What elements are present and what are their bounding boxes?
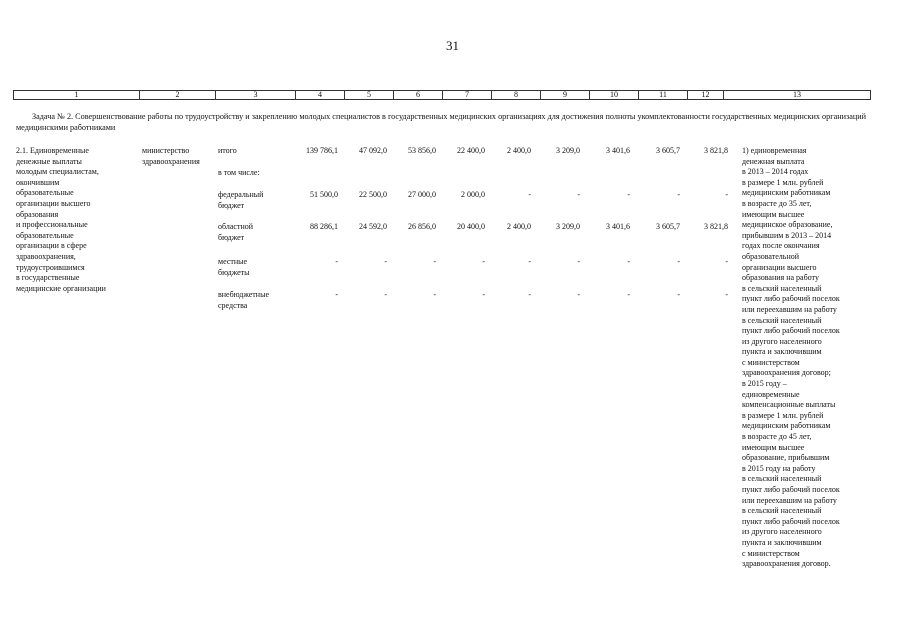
- header-col-9: 9: [541, 91, 590, 100]
- result-line: с министерством: [742, 357, 800, 367]
- measure-name-line: здравоохранения,: [16, 251, 76, 261]
- header-col-10: 10: [590, 91, 639, 100]
- measure-name-line: и профессиональные: [16, 220, 88, 230]
- value-cell: -: [433, 257, 436, 266]
- value-cell: -: [482, 290, 485, 299]
- measure-name-line: организации высшего: [16, 198, 91, 208]
- result-line: организации высшего: [742, 262, 817, 272]
- result-line: из другого населенного: [742, 527, 822, 537]
- value-cell: 3 401,6: [606, 222, 630, 231]
- result-line: в сельский населенный: [742, 474, 822, 484]
- measure-name-line: молодым специалистам,: [16, 167, 99, 177]
- result-line: денежная выплата: [742, 156, 805, 166]
- value-cell: 53 856,0: [408, 146, 436, 155]
- value-cell: 26 856,0: [408, 222, 436, 231]
- result-line: здравоохранения договор.: [742, 559, 831, 569]
- header-col-7: 7: [443, 91, 492, 100]
- source-label-line: в том числе:: [218, 168, 260, 177]
- value-cell: -: [677, 257, 680, 266]
- header-col-5: 5: [345, 91, 394, 100]
- source-label-line: бюджеты: [218, 267, 250, 277]
- source-label: [218, 190, 263, 211]
- value-cell: 20 400,0: [457, 222, 485, 231]
- value-cell: 22 400,0: [457, 146, 485, 155]
- result-line: пункта и заключившим: [742, 537, 822, 547]
- value-cell: -: [627, 257, 630, 266]
- result-line: имеющим высшее: [742, 442, 805, 452]
- value-cell: 27 000,0: [408, 190, 436, 199]
- result-line: в 2013 – 2014 годах: [742, 167, 809, 177]
- measure-name-line: медицинские организации: [16, 283, 106, 293]
- value-cell: 2 400,0: [507, 222, 531, 231]
- result-line: в сельский населенный: [742, 283, 822, 293]
- source-label-line: бюджет: [218, 200, 245, 210]
- value-cell: 3 209,0: [556, 146, 580, 155]
- source-label-line: бюджет: [218, 232, 245, 242]
- value-cell: -: [433, 290, 436, 299]
- result-line: образовательной: [742, 251, 799, 261]
- result-line: образование, прибывшим: [742, 453, 830, 463]
- result-line: в 2015 году на работу: [742, 463, 816, 473]
- result-line: пункт либо рабочий поселок: [742, 294, 840, 304]
- result-line: компенсационные выплаты: [742, 400, 836, 410]
- value-cell: 2 000,0: [461, 190, 485, 199]
- source-label-line: внебюджетные: [218, 290, 269, 299]
- result-line: прибывшим в 2013 – 2014: [742, 230, 832, 240]
- value-cell: 3 605,7: [656, 222, 680, 231]
- measure-name-line: образовательные: [16, 230, 74, 240]
- result-line: медицинским работникам: [742, 421, 831, 431]
- result-line: в возрасте до 35 лет,: [742, 198, 812, 208]
- measure-name-line: денежные выплаты: [16, 156, 82, 166]
- source-label: [218, 222, 253, 243]
- measure-name-line: трудоустроившимся: [16, 262, 85, 272]
- value-cell: -: [384, 257, 387, 266]
- value-cell: -: [335, 257, 338, 266]
- value-cell: 47 092,0: [359, 146, 387, 155]
- source-label-line: средства: [218, 300, 248, 310]
- measure-name-line: окончившим: [16, 177, 60, 187]
- value-cell: 3 605,7: [656, 146, 680, 155]
- column-number-header: [13, 90, 871, 100]
- task-heading: Задача № 2. Совершенствование работы по трудоустройству и закреплению молодых специалистов в государственных медицинских организациях для достижения полноты укомплектованности государственных медицинских организаций медицинскими работниками: [16, 112, 866, 132]
- value-cell: -: [528, 257, 531, 266]
- source-label: [218, 146, 237, 157]
- measure-name-line: образовательные: [16, 188, 74, 198]
- value-cell: -: [725, 257, 728, 266]
- value-cell: 22 500,0: [359, 190, 387, 199]
- result-line: или переехавшим на работу: [742, 304, 837, 314]
- result-line: пункт либо рабочий поселок: [742, 485, 840, 494]
- value-cell: 3 209,0: [556, 222, 580, 231]
- value-cell: 24 592,0: [359, 222, 387, 231]
- result-line: в размере 1 млн. рублей: [742, 410, 824, 420]
- value-cell: 3 821,8: [704, 146, 728, 155]
- result-line: в сельский населенный: [742, 315, 822, 325]
- result-line: 1) единовременная: [742, 146, 807, 155]
- source-label: [218, 168, 260, 179]
- result-line: пункт либо рабочий поселок: [742, 326, 840, 336]
- source-label-line: областной: [218, 222, 254, 231]
- source-label: [218, 257, 250, 278]
- measure-name-line: образования: [16, 209, 59, 219]
- measure-name-line: в государственные: [16, 273, 80, 283]
- result-line: в сельский населенный: [742, 506, 822, 516]
- result-line: годах после окончания: [742, 241, 820, 251]
- header-col-4: 4: [296, 91, 345, 100]
- value-cell: -: [627, 190, 630, 199]
- page-number: 31: [446, 38, 459, 53]
- measure-name-line: 2.1. Единовременные: [16, 146, 89, 155]
- result-line: образования на работу: [742, 273, 819, 283]
- value-cell: -: [528, 290, 531, 299]
- result-line: в размере 1 млн. рублей: [742, 177, 824, 187]
- value-cell: -: [725, 190, 728, 199]
- header-col-1: 1: [14, 91, 140, 100]
- result-line: или переехавшим на работу: [742, 495, 837, 505]
- value-cell: -: [725, 290, 728, 299]
- value-cell: -: [577, 257, 580, 266]
- header-col-2: 2: [140, 91, 216, 100]
- result-line: медицинское образование,: [742, 220, 833, 230]
- result-line: здравоохранения договор;: [742, 368, 831, 378]
- header-col-13: 13: [724, 91, 871, 100]
- result-line: имеющим высшее: [742, 209, 805, 219]
- executor: [142, 146, 200, 167]
- result-line: пункт либо рабочий поселок: [742, 516, 840, 526]
- expected-result: [742, 146, 840, 570]
- value-cell: 51 500,0: [310, 190, 338, 199]
- result-line: в 2015 году –: [742, 379, 787, 389]
- result-line: медицинским работникам: [742, 188, 831, 198]
- value-cell: 3 401,6: [606, 146, 630, 155]
- result-line: пункта и заключившим: [742, 347, 822, 357]
- source-label-line: федеральный: [218, 190, 264, 199]
- value-cell: -: [482, 257, 485, 266]
- source-label-line: местные: [218, 257, 248, 266]
- value-cell: 3 821,8: [704, 222, 728, 231]
- measure-name: [16, 146, 106, 294]
- header-col-11: 11: [639, 91, 688, 100]
- value-cell: -: [577, 190, 580, 199]
- value-cell: -: [384, 290, 387, 299]
- source-label-line: итого: [218, 146, 237, 155]
- result-line: единовременные: [742, 389, 800, 399]
- source-label: [218, 290, 269, 311]
- executor-line: здравоохранения: [142, 156, 200, 166]
- header-col-3: 3: [216, 91, 296, 100]
- header-col-8: 8: [492, 91, 541, 100]
- value-cell: -: [677, 290, 680, 299]
- value-cell: 139 786,1: [306, 146, 338, 155]
- value-cell: 88 286,1: [310, 222, 338, 231]
- header-col-6: 6: [394, 91, 443, 100]
- value-cell: -: [335, 290, 338, 299]
- result-line: в возрасте до 45 лет,: [742, 432, 812, 442]
- value-cell: -: [677, 190, 680, 199]
- value-cell: 2 400,0: [507, 146, 531, 155]
- result-line: с министерством: [742, 548, 800, 558]
- measure-name-line: организации в сфере: [16, 241, 87, 251]
- value-cell: -: [577, 290, 580, 299]
- value-cell: -: [528, 190, 531, 199]
- executor-line: министерство: [142, 146, 190, 155]
- value-cell: -: [627, 290, 630, 299]
- result-line: из другого населенного: [742, 336, 822, 346]
- header-col-12: 12: [688, 91, 724, 100]
